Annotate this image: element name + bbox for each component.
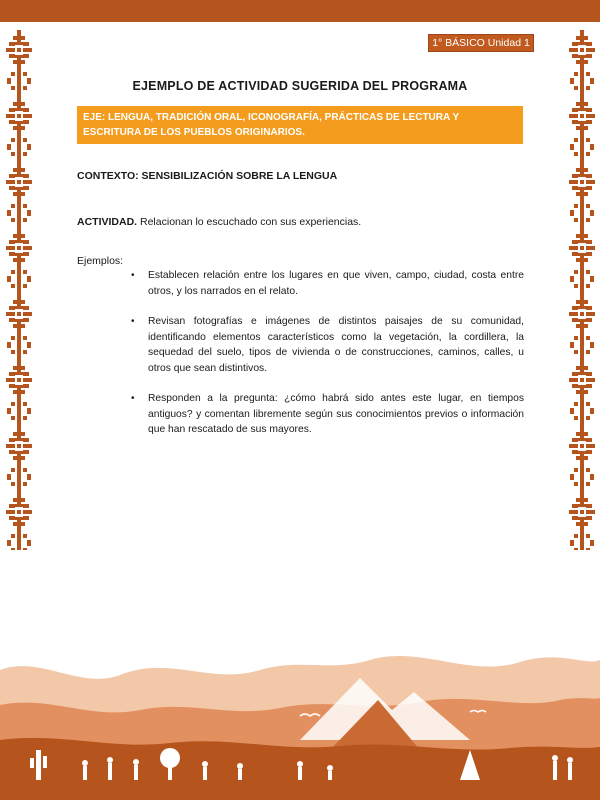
bullet-icon: • — [131, 270, 135, 281]
activity-text: Relacionan lo escuchado con sus experiencias. — [137, 216, 362, 228]
list-item — [131, 268, 524, 299]
list-item — [131, 391, 524, 438]
example-text: Establecen relación entre los lugares en que viven, campo, ciudad, costa entre otros, y los narrados en el relato. — [148, 270, 524, 297]
unit-tag: 1° BÁSICO Unidad 1 — [428, 34, 534, 52]
context-heading: CONTEXTO: SENSIBILIZACIÓN SOBRE LA LENGUA — [77, 170, 338, 182]
eje-banner: EJE: LENGUA, TRADICIÓN ORAL, ICONOGRAFÍA, PRÁCTICAS DE LECTURA Y ESCRITURA DE LOS PUEBLOS ORIGINARIOS. — [77, 106, 523, 144]
landscape-illustration — [0, 600, 600, 800]
list-item — [131, 314, 524, 376]
left-border-pattern — [6, 30, 32, 550]
bullet-icon: • — [131, 316, 135, 327]
activity-line — [77, 216, 361, 228]
page-title: EJEMPLO DE ACTIVIDAD SUGERIDA DEL PROGRAMA — [132, 79, 468, 93]
example-text: Responden a la pregunta: ¿cómo habrá sido antes este lugar, en tiempos antiguos? y comentan libremente según sus conocimientos previos o información que han rescatado de sus mayores. — [148, 393, 524, 435]
example-text: Revisan fotografías e imágenes de distintos paisajes de su comunidad, identificando elementos característicos como la vegetación, la cordillera, la sequedad del suelo, tipos de vivienda o de construcciones, caminos, calles, u otros que sean distintivos. — [148, 316, 524, 374]
top-band — [0, 0, 600, 22]
examples-list — [131, 268, 524, 453]
right-border-pattern — [569, 30, 595, 550]
activity-label: ACTIVIDAD. — [77, 216, 138, 228]
bullet-icon: • — [131, 393, 135, 404]
examples-label: Ejemplos: — [77, 255, 124, 267]
